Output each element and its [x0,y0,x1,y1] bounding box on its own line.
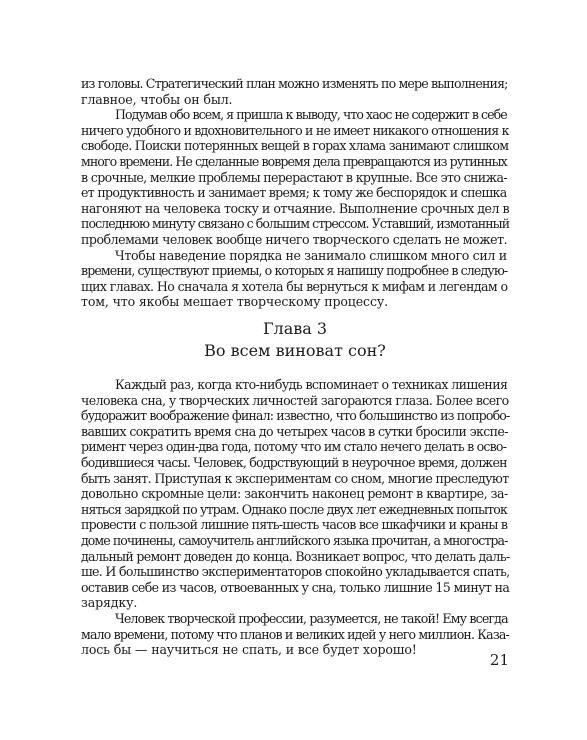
text-line: времени, существуют приемы, о которых я напишу подробнее в следую- [81,263,508,279]
text-line: том, что якобы мешает творческому процессу. [81,294,388,310]
text-line: лось бы — научиться не спать, и все будет хорошо! [81,642,417,658]
text-line: зарядку. [81,595,138,611]
text-line: оставив себе из часов, отвоеванных у сна, только лишние 15 минут на [81,579,510,595]
text-line: доме починены, самоучитель английского языка прочитан, а многостра- [81,532,508,548]
text-block-before-chapter [81,76,509,310]
text-line: быть занят. Приступая к экспериментам со сном, многие преследуют [81,470,509,486]
text-line: щих главах. Но сначала я хотела бы вернуться к мифам и легендам о [81,278,508,294]
chapter-title: Во всем виноват сон? [204,341,386,360]
text-line: свободе. Поиски потерянных вещей в горах хлама занимают слишком [81,138,509,154]
text-line: вавших сократить время сна до четырех часов в сутки бросили экспе- [81,423,508,439]
paragraph-first-line: Человек творческой профессии, разумеется, не такой! Ему всегда [115,610,508,626]
chapter-number: Глава 3 [262,319,328,338]
text-line: много времени. Не сделанные вовремя дела превращаются из рутинных [81,153,507,169]
paragraph-first-line: Каждый раз, когда кто-нибудь вспоминает о техниках лишения [115,377,508,392]
text-line: бодившиеся часы. Человек, бодрствующий в неурочное время, должен [81,454,507,470]
text-line: главное, чтобы он был. [81,91,233,107]
paragraph-first-line: Чтобы наведение порядка не занимало слишком много сил и [115,247,507,263]
text-block-after-chapter [81,377,509,658]
text-line: римент через один-два года, потому что им стало нечего делать в осво- [81,439,507,455]
text-line: дальный ремонт доведен до конца. Возникает вопрос, что делать даль- [81,548,510,564]
text-line: довольно скромные цели: закончить наконец ремонт в квартире, за- [81,486,508,502]
text-line: человека сна, у творческих личностей загораются глаза. Более всего [81,392,509,408]
text-line: проблемами человек вообще ничего творческого сделать не может. [81,231,508,247]
text-line: будоражит воображение финал: известно, что большинство из попробо- [81,408,510,424]
paragraph-first-line: Подумав обо всем, я пришла к выводу, что хаос не содержит в себе [115,107,507,123]
text-line: нагоняют на человека тоску и отчаяние. Выполнение срочных дел в [81,200,510,216]
text-line: последнюю минуту связано с большим стрессом. Уставший, измотанный [81,216,510,232]
text-line: провести с пользой лишние пять-шесть часов все шкафчики и краны в [81,517,508,533]
page-number: 21 [489,651,509,669]
book-page [81,0,509,740]
text-line: мало времени, потому что планов и великих идей у него миллион. Каза- [81,626,509,642]
text-line: ничего удобного и вдохновительного и не имеет никакого отношения к [81,122,509,138]
text-line: няться зарядкой по утрам. Однако после двух лет ежедневных попыток [81,501,508,517]
text-line: ет продуктивность и занимает время; к тому же беспорядок и спешка [81,185,507,201]
text-line: ше. И большинство экспериментаторов спокойно укладывается спать, [81,564,510,580]
text-line: в срочные, мелкие проблемы перерастают в крупные. Все это снижа- [81,169,507,185]
text-line: из головы. Стратегический план можно изменять по мере выполнения; [81,76,508,91]
